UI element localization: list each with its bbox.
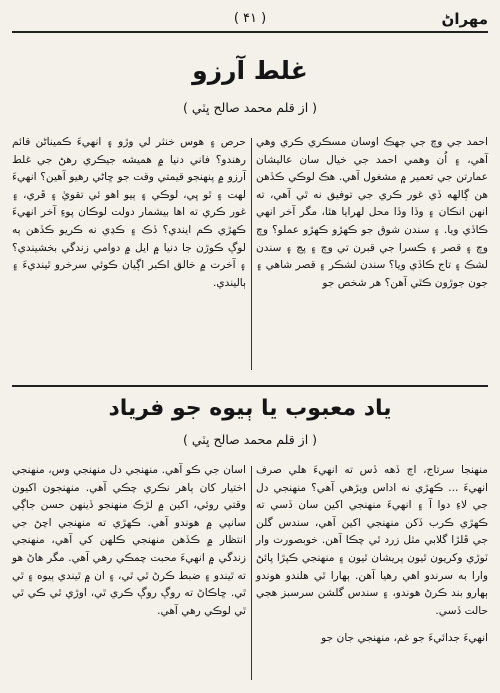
article1-byline: ( از قلم محمد صالح ڀٽي ) <box>182 100 318 115</box>
column-divider <box>251 466 252 680</box>
article1-left-text: حرص ۽ هوس خنثر لي وڙو ۽ انهيءَ ڪميناڻن قائم رهندو؟ فاني دنيا ۾ هميشه جيڪري رهڻ جي غلط آرزو ۾ پنهنجو قيمتي وقت جو ڇاڻي رهيو آهين؟ انهيءَ لهت ۽ ٿو ڀي، لوڪي ۽ ٻيو اهو ئي تقويٰ ۽ ڦري، ۽ غور ڪري ته اها بيشمار دولت لوڪان پوءِ آخر انهيءَ ڪهڙي ڪم ايندي؟ ڏڪ ۽ ڪڍي نه ڪريو ڪڏهن ٻه لوڳ ڪوڙن جا دنيا ۾ ايل ۾ دوامي زندگي بخشيندي؟ ۽ آخرت ۾ خالق اڪبر اڳيان ڪوئي سرخرو ٿينديءَ ۽ ٻاليندي. <box>12 136 246 289</box>
magazine-name: مهراڻ <box>441 10 488 28</box>
article2-left-column <box>12 462 246 682</box>
section-rule <box>12 385 488 387</box>
article1-right-text: احمد جي وچ جي جهڪ اوسان مسڪري ڪري وهي آهي، ۽ اُن وهمي احمد جي خيال سان عاليشان عمارتن جي تعمير ۾ مشغول آهي. هڪ لوڪي ڪڏهن هن ڳالهه ڏي غور ڪري جي توفيق نه ٿي آهي، ته انهن انڪان ۽ وڏا وڏا محل لهرايا هئا، مگر آخر انهي ڪاڏي ويا. ۽ سندن شوق جو ڪهڙو ڪهڙو عملو؟ وچ وچ ۽ قصر ۽ ڪسرا جي قبرن تي وچ ۽ پڃ ۽ سندن لشڪ ۽ تاج ڪاڏي ويا؟ سندن لشڪر ۽ قصر شاهي ۽ جون جوڙون ڪٿي آهن؟ هر شخص جو <box>256 136 488 289</box>
header-rule <box>12 31 488 33</box>
page-header <box>12 10 488 30</box>
article1-title: غلط آرزو <box>192 56 308 85</box>
column-divider <box>251 138 252 370</box>
article2-title: ياد معبوب يا ٻيوه جو فرياد <box>108 396 392 421</box>
article2-right-column <box>256 462 488 682</box>
article2-byline: ( از قلم محمد صالح ڀٽي ) <box>182 432 318 447</box>
article2-right-text-last: انهيءَ جدائيءَ جو غم، منهنجي جان جو <box>321 632 488 645</box>
article1-left-column <box>12 134 246 374</box>
page-number: ( ۴۱ ) <box>233 11 267 26</box>
article1-right-column <box>256 134 488 374</box>
article2-left-text: اسان جي ڪو آهي. منهنجي دل منهنجي وس، منهنجي اختيار کان ٻاهر نڪري چڪي آهي. منهنجون اکيون وقتي روئي، اکين ۾ لڙڪ منهنجو ڏينهن حسن جاڳي سانپي ۾ هوندو آهي. ڪهڙي ته منهنجي اچڻ جي انتظار ۾ ڪڏهن منهنجي ڪلهن کي آهي، منهنجي زندگي ۾ انهيءَ محبت چمڪي رهي آهي. مگر هاڻ هو ته ٿيندو ۽ ضبط ڪرڻ ٿي ٿي، ۽ ان ۾ ٿيندي ٻيوه ۽ ٿي ٿي. ڇاڪاڻ ته روڳ روڳ ڪري ٿي، اوڙي ٿي ڪي ٿي ٿي لوڪي رهي آهي. <box>12 464 246 617</box>
article2-right-text: منهنجا سرتاج، اڄ ڏهه ڏس ته انهيءَ هلي صرف انهيءَ ... ڪهڙي نه اداس ويڙهي آهي؟ منهنجي دل جي لاءِ دوا آ ۽ انهيءَ منهنجي اکين سان ڏسي ته ڪهڙي ڪرب ڏکن منهنجي اکين آهي، سندس گلن جي ڦلڙا گلابي مثل زرد ٿي چڪا آهن. خوبصورت وار ٽوڙي وکريون ٿيون پريشان ٿيون ۽ منهنجي ڪپڙا پائڻ وارا به سرندو اهي رهيا آهن. ٻهارا ٿي هلندو هوندو ٻهارو بند ڪرڻ هوندو، ۽ سندس گلشن سرسبز هجي حالت ڏسي. <box>256 464 488 617</box>
